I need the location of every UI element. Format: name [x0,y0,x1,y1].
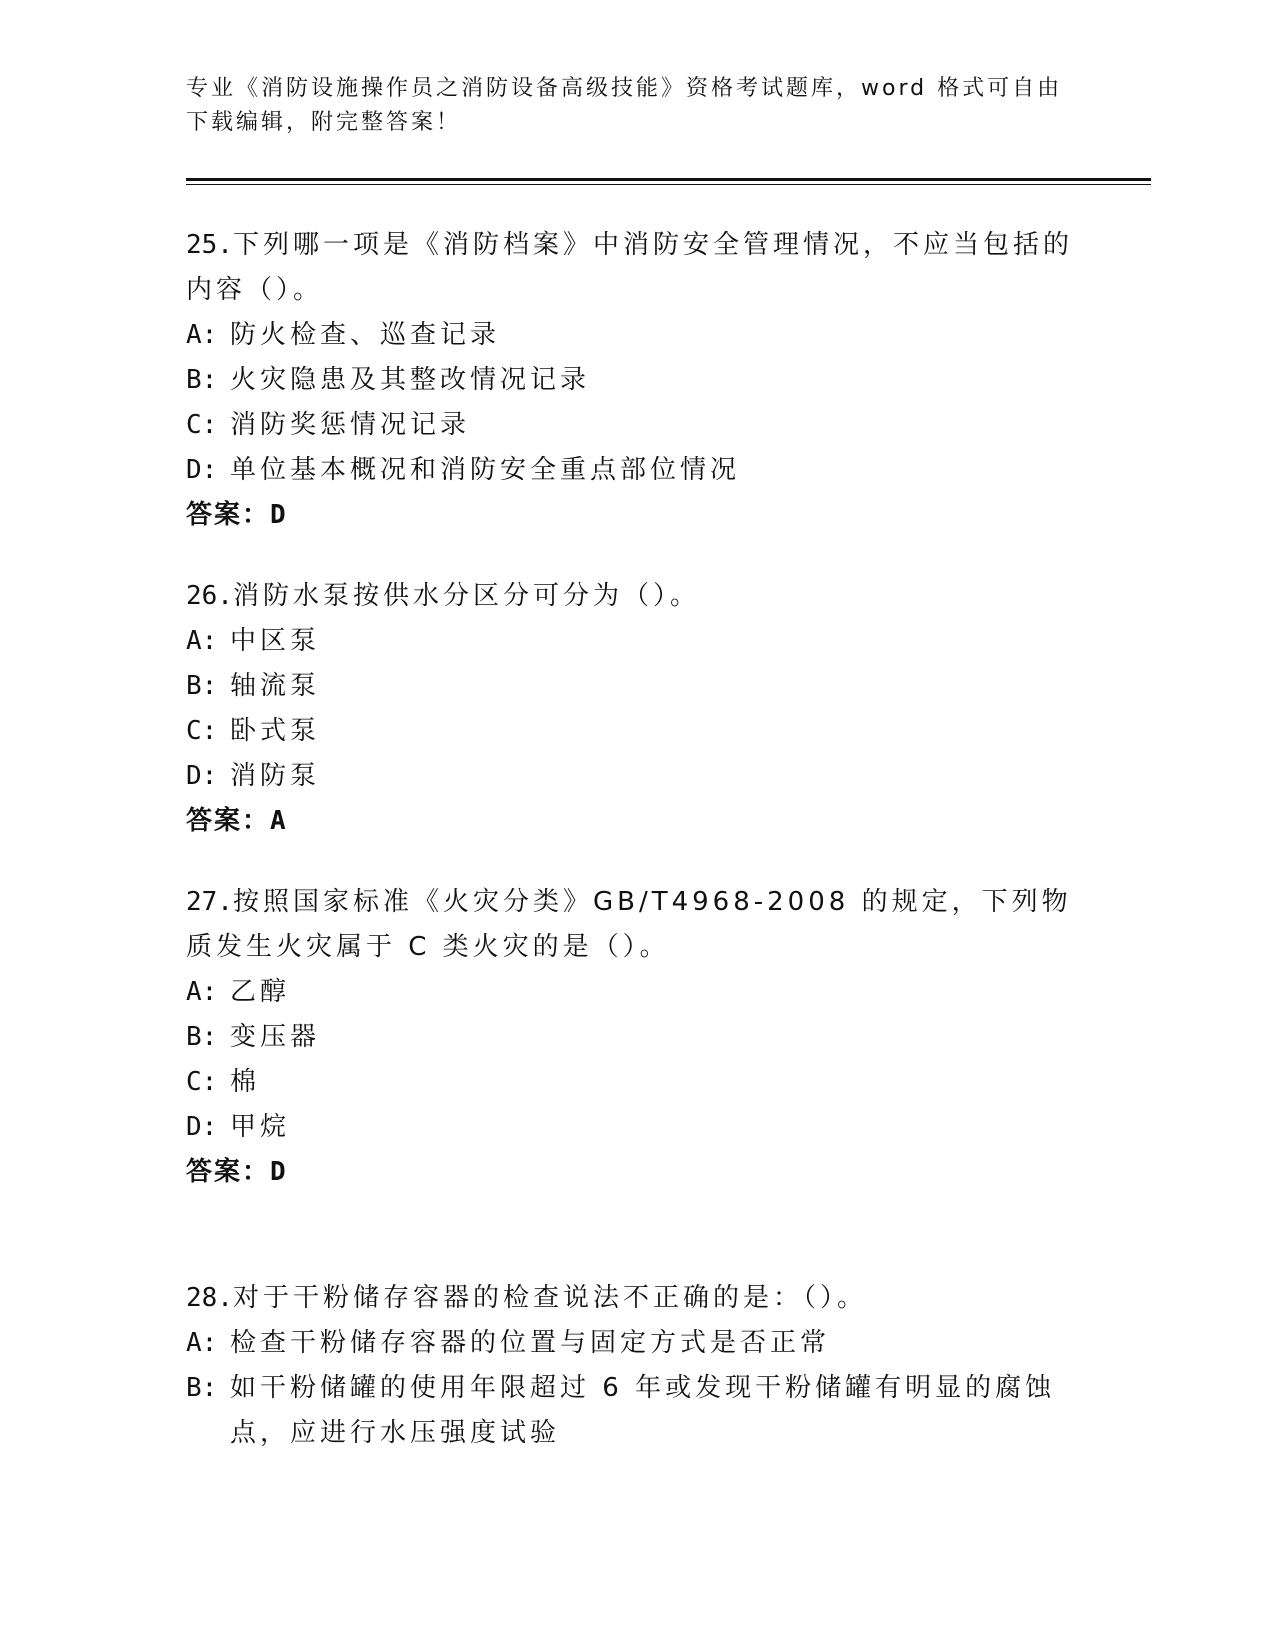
option-c [186,709,1086,754]
option-text: 如干粉储罐的使用年限超过 6 年或发现干粉储罐有明显的腐蚀点，应进行水压强度试验 [230,1373,1056,1448]
option-text: 棉 [230,1067,261,1097]
answer-label: 答案： [186,1157,271,1187]
option-letter: D: [186,761,218,791]
question-number: 27. [186,887,233,917]
option-b [186,664,1086,709]
option-text: 防火检查、巡查记录 [230,320,501,350]
option-text: 甲烷 [230,1112,291,1142]
option-text: 乙醇 [230,977,291,1007]
question-body: 按照国家标准《火灾分类》GB/T4968-2008 的规定，下列物质发生火灾属于 C 类火灾的是（）。 [186,887,1072,962]
option-letter: A: [186,320,218,350]
question-number: 26. [186,581,233,611]
question-27 [186,880,1086,1195]
question-number: 25. [186,230,233,260]
question-28 [186,1276,1086,1456]
option-letter: B: [186,671,218,701]
option-d [186,754,1086,799]
question-body: 对于干粉储存容器的检查说法不正确的是：（）。 [232,1283,867,1313]
option-text: 变压器 [230,1022,321,1052]
answer-line [186,493,1086,538]
option-text: 检查干粉储存容器的位置与固定方式是否正常 [230,1328,831,1358]
option-a [186,1321,1086,1366]
answer-label: 答案： [186,500,271,530]
question-number: 28. [186,1283,233,1313]
option-d [186,448,1086,493]
option-letter: B: [186,1022,218,1052]
option-text: 消防奖惩情况记录 [230,410,471,440]
question-text [186,1276,1086,1321]
option-a [186,313,1086,358]
option-letter: A: [186,977,218,1007]
document-header: 专业《消防设施操作员之消防设备高级技能》资格考试题库，word 格式可自由下载编辑，附完整答案！ [186,76,1063,135]
question-text [186,223,1086,313]
question-26 [186,574,1086,844]
header-divider-thick [186,178,1151,181]
answer-value: D [270,1157,288,1187]
option-text: 卧式泵 [230,716,321,746]
option-a [186,970,1086,1015]
option-d [186,1105,1086,1150]
answer-value: A [270,806,288,836]
answer-value: D [270,500,288,530]
option-letter: C: [186,716,218,746]
answer-line [186,799,1086,844]
option-text: 单位基本概况和消防安全重点部位情况 [230,455,741,485]
option-letter: B: [186,1373,218,1403]
option-letter: C: [186,1067,218,1097]
option-text: 火灾隐患及其整改情况记录 [230,365,591,395]
question-text [186,880,1086,970]
question-body: 下列哪一项是《消防档案》中消防安全管理情况，不应当包括的内容（）。 [186,230,1073,305]
question-text [186,574,1086,619]
option-text: 消防泵 [230,761,321,791]
option-letter: A: [186,1328,218,1358]
option-b [186,358,1086,403]
option-letter: B: [186,365,218,395]
option-text: 中区泵 [230,626,321,656]
question-body: 消防水泵按供水分区分可分为（）。 [232,581,700,611]
question-25 [186,223,1086,538]
option-letter: D: [186,455,218,485]
option-b [186,1366,1086,1456]
option-c [186,403,1086,448]
answer-line [186,1150,1086,1195]
option-letter: D: [186,1112,218,1142]
option-text: 轴流泵 [230,671,321,701]
option-letter: C: [186,410,218,440]
option-a [186,619,1086,664]
answer-label: 答案： [186,806,271,836]
header-divider-thin [186,184,1151,185]
option-letter: A: [186,626,218,656]
option-b [186,1015,1086,1060]
option-c [186,1060,1086,1105]
